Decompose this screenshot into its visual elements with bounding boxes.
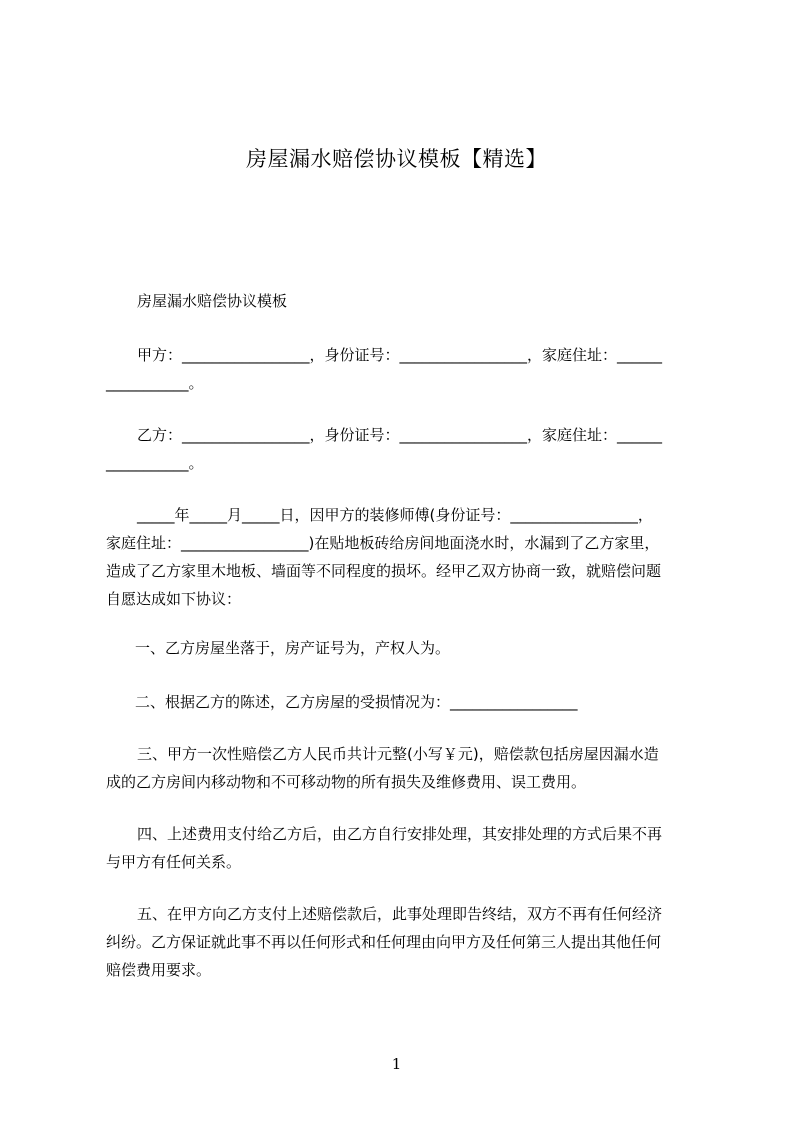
clause-1-paragraph [106,634,702,662]
clause-4-line-1: 四、上述费用支付给乙方后，由乙方自行安排处理，其安排处理的方式后果不再 [137,825,663,843]
subtitle-text: 房屋漏水赔偿协议模板 [137,292,288,310]
document-subtitle [137,287,733,315]
clause-4-line-2: 与甲方有任何关系。 [106,853,242,871]
party-a-paragraph [106,341,702,397]
intro-paragraph [106,501,702,613]
party-b-line-1: 乙方：_________________，身份证号：_________________，家庭住址：______ [137,426,663,444]
clause-2-text: 二、根据乙方的陈述，乙方房屋的受损情况为：_________________ [135,693,578,711]
clause-5-paragraph [106,900,702,984]
clause-5-line-2: 纠纷。乙方保证就此事不再以任何形式和任何理由向甲方及任何第三人提出其他任何 [106,933,662,951]
intro-line-3: 造成了乙方家里木地板、墙面等不同程度的损坏。经甲乙双方协商一致，就赔偿问题 [106,562,662,580]
party-b-paragraph [106,421,702,477]
intro-line-2: 家庭住址：_________________)在贴地板砖给房间地面浇水时，水漏到了乙方家里， [106,534,660,552]
clause-2-paragraph [106,688,702,716]
document-title: 房屋漏水赔偿协议模板【精选】 [246,147,547,171]
clause-3-line-2: 成的乙方房间内移动物和不可移动物的所有损失及维修费用、误工费用。 [106,773,587,791]
clause-4-paragraph [106,820,702,876]
party-a-line-1: 甲方：_________________，身份证号：_________________，家庭住址：______ [137,346,663,364]
page-number: 1 [391,1055,402,1073]
clause-3-line-1: 三、甲方一次性赔偿乙方人民币共计元整(小写￥元)，赔偿款包括房屋因漏水造 [137,745,659,763]
party-b-line-2: ___________。 [106,454,204,472]
clause-3-paragraph [106,740,702,796]
intro-line-4: 自愿达成如下协议： [106,590,242,608]
clause-5-line-3: 赔偿费用要求。 [106,961,212,979]
party-a-line-2: ___________。 [106,374,204,392]
clause-5-line-1: 五、在甲方向乙方支付上述赔偿款后，此事处理即告终结，双方不再有任何经济 [137,905,663,923]
intro-line-1: _____年_____月_____日，因甲方的装修师傅(身份证号：_________________， [137,506,653,524]
clause-1-text: 一、乙方房屋坐落于，房产证号为，产权人为。 [135,639,451,657]
